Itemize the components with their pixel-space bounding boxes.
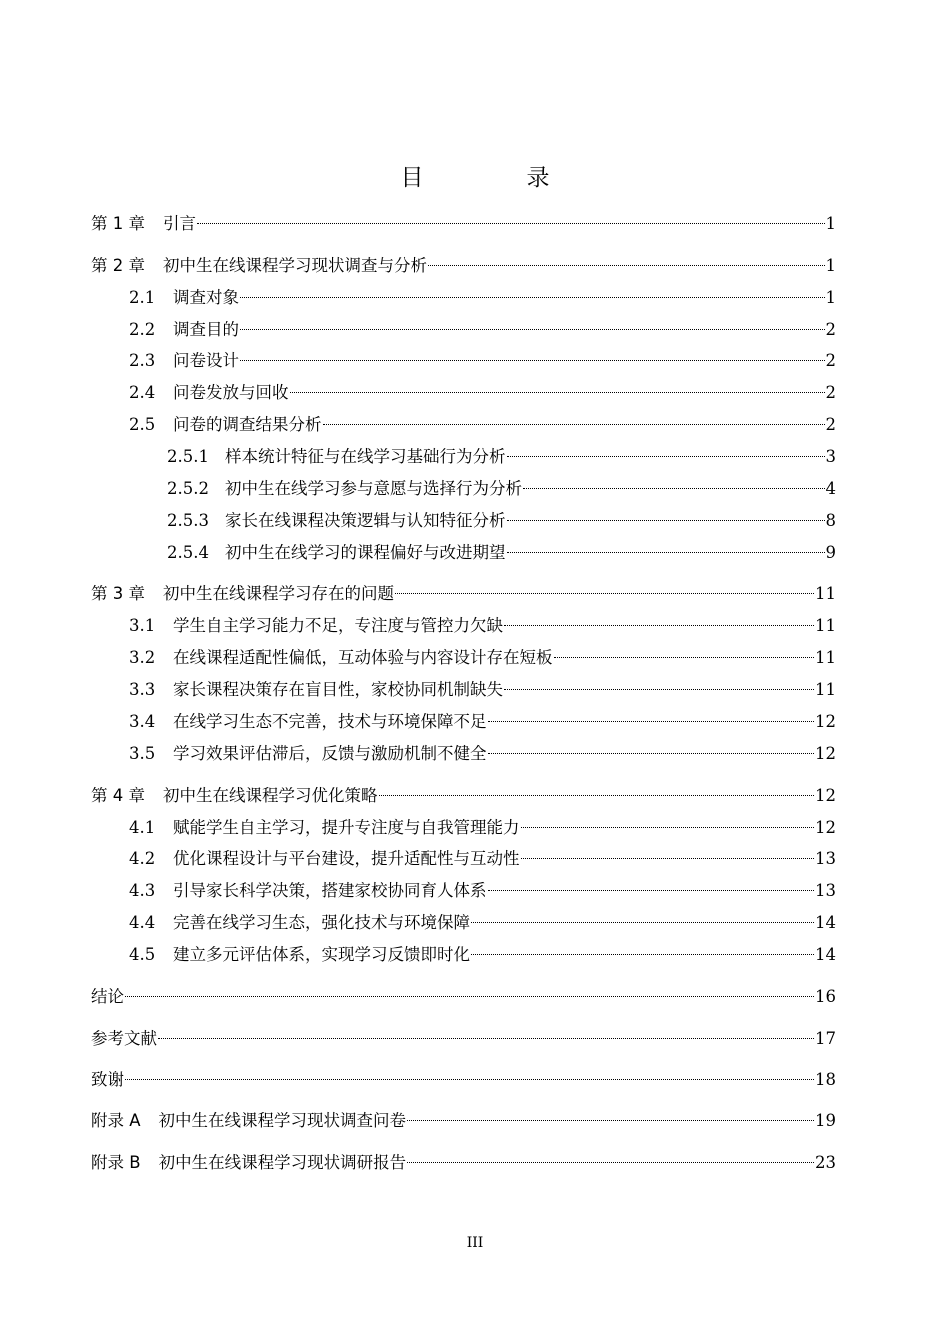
toc-dot-leader <box>407 1142 814 1163</box>
toc-entry-title: 初中生在线课程学习现状调查问卷 <box>158 1111 407 1130</box>
toc-entry-title: 初中生在线课程学习现状调查与分析 <box>163 256 427 275</box>
toc-entry-page: 11 <box>815 680 836 699</box>
toc-dot-leader <box>323 404 825 425</box>
toc-dot-leader <box>240 277 825 298</box>
toc-entry-title: 赋能学生自主学习，提升专注度与自我管理能力 <box>173 818 520 837</box>
toc-dot-leader <box>158 1018 814 1039</box>
toc-entry-title: 参考文献 <box>91 1029 157 1048</box>
toc-entry-title: 在线课程适配性偏低，互动体验与内容设计存在短板 <box>173 648 553 667</box>
toc-entry-number: 3.4 <box>129 712 156 731</box>
toc-entry-title: 引言 <box>163 214 196 233</box>
toc-dot-leader <box>488 733 815 754</box>
toc-entry[interactable] <box>167 473 836 501</box>
toc-entry-page: 18 <box>815 1070 836 1089</box>
toc-entry-number: 2.4 <box>129 383 156 402</box>
toc-dot-leader <box>428 245 825 266</box>
toc-dot-leader <box>504 669 814 690</box>
toc-entry-title: 结论 <box>91 987 124 1006</box>
toc-entry-page: 23 <box>815 1153 836 1172</box>
toc-dot-leader <box>507 436 825 457</box>
toc-entry[interactable] <box>167 505 836 533</box>
toc-dot-leader <box>504 605 814 626</box>
toc-dot-leader <box>521 807 815 828</box>
toc-entry-number: 4.5 <box>129 945 156 964</box>
toc-entry[interactable] <box>91 1064 836 1092</box>
toc-entry-number: 附录 A <box>91 1111 141 1130</box>
toc-entry[interactable] <box>91 208 836 236</box>
toc-dot-leader <box>240 309 825 330</box>
toc-entry-page: 2 <box>825 320 836 339</box>
toc-entry-number: 4.2 <box>129 849 156 868</box>
toc-entry-title: 问卷的调查结果分析 <box>173 415 322 434</box>
toc-entry-page: 2 <box>825 351 836 370</box>
toc-entry-title: 在线学习生态不完善，技术与环境保障不足 <box>173 712 487 731</box>
toc-entry[interactable] <box>129 377 836 405</box>
toc-entry-number: 3.5 <box>129 744 156 763</box>
toc-entry-page: 13 <box>815 849 836 868</box>
toc-entry[interactable] <box>91 250 836 278</box>
toc-dot-leader <box>507 500 825 521</box>
toc-entry[interactable] <box>129 642 836 670</box>
toc-entry[interactable] <box>91 981 836 1009</box>
toc-entry-number: 2.5.3 <box>167 511 209 530</box>
toc-entry[interactable] <box>129 843 836 871</box>
toc-title: 目 录 <box>400 165 590 191</box>
toc-dot-leader <box>197 203 825 224</box>
toc-dot-leader <box>523 468 825 489</box>
toc-entry-number: 3.3 <box>129 680 156 699</box>
toc-entry-page: 4 <box>825 479 836 498</box>
toc-entry[interactable] <box>129 907 836 935</box>
toc-dot-leader <box>125 1059 814 1080</box>
toc-entry-title: 问卷发放与回收 <box>173 383 289 402</box>
toc-entry[interactable] <box>91 578 836 606</box>
toc-entry[interactable] <box>167 441 836 469</box>
toc-entry-number: 2.5.4 <box>167 543 209 562</box>
toc-entry-title: 调查目的 <box>173 320 239 339</box>
toc-entry[interactable] <box>129 610 836 638</box>
toc-entry-page: 16 <box>815 987 836 1006</box>
toc-entry[interactable] <box>129 409 836 437</box>
toc-dot-leader <box>240 340 825 361</box>
toc-entry-title: 初中生在线学习参与意愿与选择行为分析 <box>225 479 522 498</box>
toc-entry-page: 8 <box>825 511 836 530</box>
toc-entry-page: 11 <box>815 648 836 667</box>
toc-entry-title: 家长在线课程决策逻辑与认知特征分析 <box>225 511 506 530</box>
toc-dot-leader <box>395 573 814 594</box>
toc-dot-leader <box>554 637 815 658</box>
toc-entry-page: 12 <box>815 744 836 763</box>
toc-entry-number: 2.5 <box>129 415 156 434</box>
toc-entry[interactable] <box>91 780 836 808</box>
toc-entry-title: 完善在线学习生态，强化技术与环境保障 <box>173 913 470 932</box>
toc-entry-title: 初中生在线课程学习优化策略 <box>163 786 378 805</box>
page-number: III <box>466 1235 484 1251</box>
toc-entry-title: 问卷设计 <box>173 351 239 370</box>
toc-dot-leader <box>488 701 815 722</box>
toc-dot-leader <box>471 934 814 955</box>
toc-dot-leader <box>507 532 825 553</box>
toc-entry-number: 2.3 <box>129 351 156 370</box>
toc-entry-number: 3.1 <box>129 616 156 635</box>
toc-entry-page: 2 <box>825 415 836 434</box>
toc-entry-title: 建立多元评估体系，实现学习反馈即时化 <box>173 945 470 964</box>
toc-entry-title: 家长课程决策存在盲目性，家校协同机制缺失 <box>173 680 503 699</box>
toc-entry-title: 初中生在线课程学习现状调研报告 <box>158 1153 407 1172</box>
toc-entry-title: 初中生在线课程学习存在的问题 <box>163 584 394 603</box>
toc-entry-number: 4.3 <box>129 881 156 900</box>
toc-entry-title: 学习效果评估滞后，反馈与激励机制不健全 <box>173 744 487 763</box>
toc-dot-leader <box>407 1100 814 1121</box>
toc-entry[interactable] <box>129 738 836 766</box>
toc-entry[interactable] <box>91 1105 836 1133</box>
toc-entry-page: 17 <box>815 1029 836 1048</box>
toc-entry-title: 致谢 <box>91 1070 124 1089</box>
toc-entry-number: 第 4 章 <box>91 786 145 805</box>
toc-entry-page: 12 <box>815 712 836 731</box>
toc-entry-number: 2.2 <box>129 320 156 339</box>
toc-entry-number: 第 1 章 <box>91 214 145 233</box>
toc-entry-page: 19 <box>815 1111 836 1130</box>
toc-entry[interactable] <box>91 1023 836 1051</box>
toc-entry[interactable] <box>129 939 836 967</box>
toc-dot-leader <box>125 976 814 997</box>
toc-entry-page: 14 <box>815 945 836 964</box>
toc-entry[interactable] <box>129 282 836 310</box>
toc-entry-title: 调查对象 <box>173 288 239 307</box>
toc-entry[interactable] <box>129 706 836 734</box>
toc-entry-number: 4.1 <box>129 818 156 837</box>
toc-entry-page: 2 <box>825 383 836 402</box>
toc-entry-number: 附录 B <box>91 1153 141 1172</box>
toc-entry-number: 第 2 章 <box>91 256 145 275</box>
toc-entry-number: 2.5.2 <box>167 479 209 498</box>
toc-entry[interactable] <box>91 1147 836 1175</box>
toc-entry-page: 11 <box>815 616 836 635</box>
toc-entry[interactable] <box>129 345 836 373</box>
toc-entry-page: 12 <box>815 818 836 837</box>
toc-entry-page: 13 <box>815 881 836 900</box>
toc-entry-page: 12 <box>815 786 836 805</box>
toc-entry-number: 3.2 <box>129 648 156 667</box>
toc-entry-title: 学生自主学习能力不足，专注度与管控力欠缺 <box>173 616 503 635</box>
toc-entry[interactable] <box>129 674 836 702</box>
toc-entry-page: 11 <box>815 584 836 603</box>
toc-dot-leader <box>290 372 825 393</box>
toc-entry-number: 4.4 <box>129 913 156 932</box>
toc-entry-page: 14 <box>815 913 836 932</box>
toc-entry-title: 样本统计特征与在线学习基础行为分析 <box>225 447 506 466</box>
toc-entry[interactable] <box>129 812 836 840</box>
toc-entry-title: 引导家长科学决策，搭建家校协同育人体系 <box>173 881 487 900</box>
toc-entry[interactable] <box>167 537 836 565</box>
toc-entry-number: 2.1 <box>129 288 156 307</box>
toc-entry-number: 2.5.1 <box>167 447 209 466</box>
toc-entry[interactable] <box>129 875 836 903</box>
toc-entry-page: 1 <box>825 256 836 275</box>
toc-entry-page: 3 <box>825 447 836 466</box>
toc-dot-leader <box>521 838 815 859</box>
toc-entry-title: 初中生在线学习的课程偏好与改进期望 <box>225 543 506 562</box>
toc-entry-number: 第 3 章 <box>91 584 145 603</box>
toc-dot-leader <box>379 775 815 796</box>
toc-entry[interactable] <box>129 314 836 342</box>
toc-entry-title: 优化课程设计与平台建设，提升适配性与互动性 <box>173 849 520 868</box>
toc-dot-leader <box>488 870 815 891</box>
toc-dot-leader <box>471 902 814 923</box>
toc-entry-page: 9 <box>825 543 836 562</box>
toc-entry-page: 1 <box>825 214 836 233</box>
toc-entry-page: 1 <box>825 288 836 307</box>
